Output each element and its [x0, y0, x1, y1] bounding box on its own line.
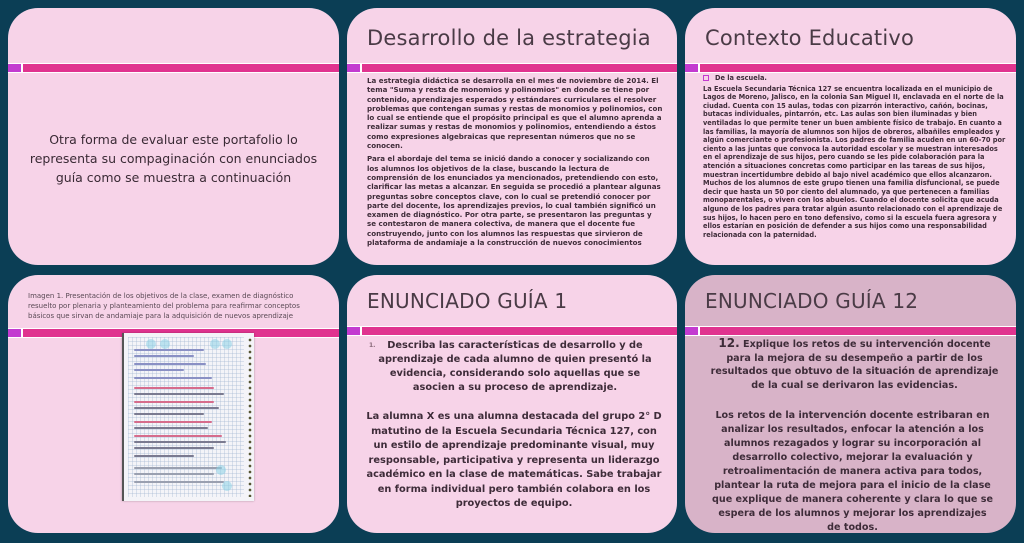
slide-2-body [367, 76, 663, 251]
accent-bar [685, 63, 1016, 73]
accent-bar [347, 326, 677, 336]
question-text: Describa las características de desarrollo y de aprendizaje de cada alumno de quien presentó la evidencia, considerando solo aquellas que se asocien a su proceso de aprendizaje. [378, 340, 652, 393]
slide-3-body [703, 74, 1006, 243]
slide-2-title: Desarrollo de la estrategia [367, 26, 651, 50]
slide-3-paragraph: La Escuela Secundaria Técnica 127 se encuentra localizada en el municipio de Lagos de Moreno, Jalisco, en la colonia San Miguel II, enclavada en el norte de la ciudad. Cuenta con 15 aulas, todas con pizarrón interactivo, cañón, bocinas, butacas individuales, pintarrón, etc. Las aulas son bien iluminadas y bien ventiladas lo que permite tener un buen ambiente físico de trabajo. En cuanto a las familias, la mayoría de alumnos son hijos de obreros, albañiles empleados y algún comerciante o profesionista. Los padres de familia acuden en un 60-70 por ciento a las juntas que convoca la autoridad escolar y se muestran interesados en el aprendizaje de sus hijos, pero cuando se les pide colaboración para la atención a situaciones concretas como participar en las tareas de sus hijos, muestran incertidumbre debido al bajo nivel académico que ellos alcanzaron. Muchos de los alumnos de este grupo tienen una familia disfuncional, se puede decir que hasta un 50 por ciento del alumnado, ya que pertenecen a familias monoparentales, o viven con los abuelos. Cuando el docente solicita que acuda alguno de los padres para tratar algún asunto relacionado con el aprendizaje de sus hijos, lo hacen pero en tono defensivo, como si la escuela fuera agresora y ellos estarían en posición de defender a sus hijos como una responsabilidad relacionada con la paternidad. [703, 84, 1006, 239]
slide-3-title: Contexto Educativo [705, 26, 915, 50]
notebook-photo [122, 333, 254, 501]
accent-bar [347, 63, 677, 73]
slide-6-question [707, 337, 1002, 392]
slide-1-text: Otra forma de evaluar este portafolio lo representa su compaginación con enunciados guía como se muestra a continuación [29, 132, 318, 185]
list-number: 12. [718, 336, 740, 350]
slide-thumbnail-4[interactable] [8, 275, 339, 533]
slide-3-bullet [703, 74, 1006, 83]
accent-bar [8, 63, 339, 73]
slide-thumbnail-1[interactable] [8, 8, 339, 265]
question-text: Explique los retos de su intervención docente para la mejora de su desempeño a partir de los resultados que obtuvo de la situación de aprendizaje de la cual se derivaron las evidencias. [710, 339, 999, 391]
slide-thumbnail-3[interactable] [685, 8, 1016, 265]
slide-thumbnail-5[interactable] [347, 275, 677, 533]
slide-2-paragraph-2: Para el abordaje del tema se inició dando a conocer y socializando con los alumnos los objetivos de la clase, buscando la lectura de comprensión de los enunciados ya mencionados, pretendiendo con esto, clarificar las metas a alcanzar. En seguida se procedió a plantear algunas preguntas sobre conceptos clave, con lo cual se pretendió conocer por parte del docente, los aprendizajes previos, lo cual también significó un examen de diagnóstico. Por otra parte, se presentaron las preguntas y se contestaron de manera colectiva, de manera que el docente fue construyendo, junto con los alumnos las respuestas que sirvieron de plataforma de andamiaje a la construcción de nuevos conocimientos [367, 154, 661, 248]
slide-thumbnail-2[interactable] [347, 8, 677, 265]
list-number: 1. [369, 342, 376, 349]
bullet-text: De la escuela. [715, 74, 767, 82]
slide-thumbnail-6[interactable] [685, 275, 1016, 533]
slide-6-title: ENUNCIADO GUÍA 12 [705, 289, 919, 313]
slide-2-paragraph-1: La estrategia didáctica se desarrolla en el mes de noviembre de 2014. El tema "Suma y resta de monomios y polinomios" en donde se tiene por contenido, aprendizajes esperados y estándares curriculares el resolver problemas que contengan sumas y restas de monomios y polinomios, con lo cual se entiende que el propósito principal es que el alumno aprenda a realizar sumas y restas de monomios y polinomios, entendiendo a éstos como expresiones algebraicas que representan números que no se conocen. [367, 76, 663, 151]
slide-6-answer: Los retos de la intervención docente estribaran en analizar los resultados, enfocar la atención a los alumnos rezagados y lograr su incorporación al desarrollo colectivo, mejorar la evaluación y retroalimentación de manera activa para todos, plantear la ruta de mejora para el inicio de la clase que explique de manera coherente y clara lo que se espera de los alumnos y mejorar los aprendizajes de todos. [712, 410, 993, 533]
slide-4-caption: Imagen 1. Presentación de los objetivos de la clase, examen de diagnóstico resuelto por plenaria y planteamiento del problema para reafirmar conceptos básicos que sirvan de andamiaje para la adquisición de nuevos aprendizaje [28, 292, 300, 320]
accent-bar [685, 326, 1016, 336]
slide-5-answer: La alumna X es una alumna destacada del grupo 2° D matutino de la Escuela Secundaria Técnica 127, con un estilo de aprendizaje predominante visual, muy responsable, participativa y representa un liderazgo académico en la clase de matemáticas. Sabe trabajar en forma individual pero también colabora en los proyectos de equipo. [366, 411, 662, 509]
square-bullet-icon [703, 75, 709, 81]
slide-5-title: ENUNCIADO GUÍA 1 [367, 289, 568, 313]
slide-5-question [369, 339, 661, 395]
